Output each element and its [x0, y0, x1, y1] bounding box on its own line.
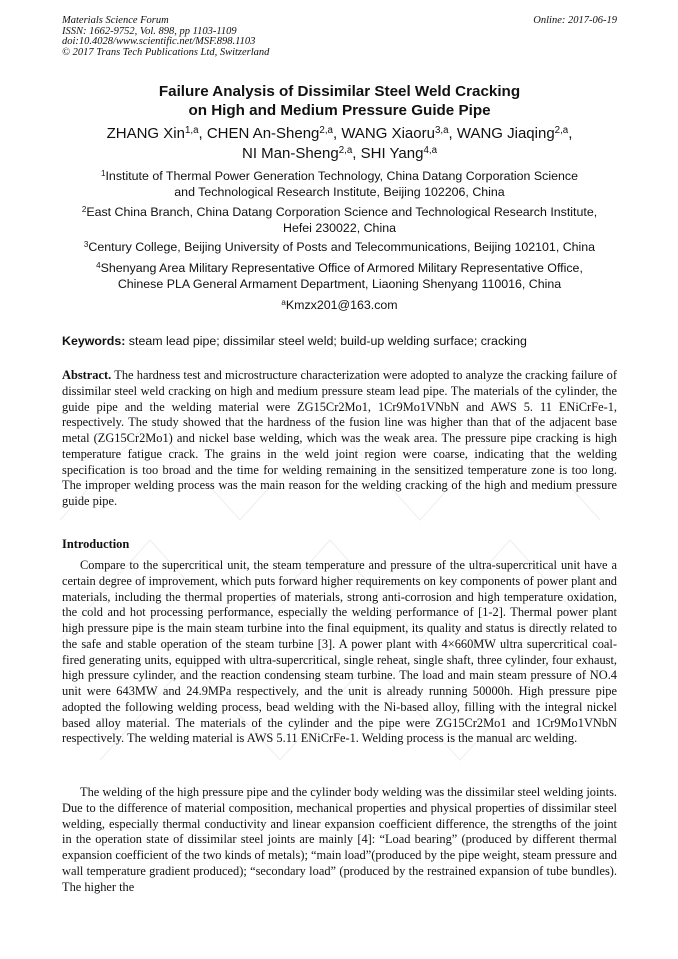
- author-name: WANG Xiaoru: [341, 125, 435, 142]
- author-list: [62, 124, 617, 164]
- journal-name: Materials Science Forum: [62, 15, 169, 26]
- author-separator: ,: [568, 125, 573, 142]
- contact-email: [62, 297, 617, 313]
- paper-title: [62, 82, 617, 120]
- author-name: NI Man-Sheng: [241, 145, 339, 162]
- email-superscript: a: [281, 297, 286, 307]
- keywords: [62, 333, 617, 349]
- author-name: ZHANG Xin: [106, 125, 185, 142]
- affiliation-2: [62, 204, 617, 236]
- author-name: WANG Jiaqing: [456, 125, 555, 142]
- author-superscript: 2,a: [338, 144, 353, 156]
- author-superscript: 3,a: [434, 124, 449, 136]
- abstract-label: Abstract.: [62, 368, 112, 382]
- author-superscript: 4,a: [423, 144, 437, 156]
- affiliation-line: Institute of Thermal Power Generation Technology, China Datang Corporation Science: [105, 169, 578, 183]
- affiliation-line: Chinese PLA General Armament Department, Liaoning Shenyang 110016, China: [117, 277, 562, 291]
- affiliation-line: Century College, Beijing University of Posts and Telecommunications, Beijing 102101, China: [88, 240, 596, 254]
- abstract-text: The hardness test and microstructure characterization were adopted to analyze the cracking failure of dissimilar steel weld cracking on high and medium pressure steam lead pipe. The materials of the cylinder, the guide pipe and the welding material were ZG15Cr2Mo1, 1Cr9Mo1VNbN and AWS 5. 11 ENiCrFe-1, respectively. The study showed that the hardness of the fusion line was higher than that of the adjacent base metal (ZG15Cr2Mo1) and nickel base welding, which was the weak area. The pressure pipe cracking is high temperature fatigue crack. The grains in the weld joint region were coarse, indicating that the welding specification is too broad and the time for welding remaining in the sensitized temperature zone is too long. The improper welding process was the main reason for the welding cracking of the high and medium pressure guide pipe.: [62, 368, 617, 508]
- keywords-label: Keywords:: [62, 334, 126, 348]
- affiliation-superscript: 4: [96, 260, 101, 270]
- journal-issn: ISSN: 1662-9752, Vol. 898, pp 1103-1109: [62, 25, 237, 37]
- author-separator: ,: [448, 125, 457, 142]
- journal-header: [62, 16, 617, 58]
- keywords-text: steam lead pipe; dissimilar steel weld; build-up welding surface; cracking: [125, 334, 527, 348]
- title-line-1: Failure Analysis of Dissimilar Steel Weld Cracking: [158, 83, 521, 100]
- journal-doi[interactable]: doi:10.4028/www.scientific.net/MSF.898.1103: [62, 36, 256, 47]
- journal-copyright: © 2017 Trans Tech Publications Ltd, Switzerland: [62, 46, 270, 58]
- author-name: CHEN An-Sheng: [206, 125, 320, 142]
- author-separator: ,: [352, 145, 361, 162]
- email-address[interactable]: Kmzx201@163.com: [285, 298, 398, 312]
- introduction-heading: Introduction: [62, 537, 130, 551]
- author-superscript: 2,a: [554, 124, 569, 136]
- author-superscript: 1,a: [184, 124, 199, 136]
- affiliation-4: [62, 260, 617, 292]
- affiliation-line: Shenyang Area Military Representative Office of Armored Military Representative Office,: [100, 261, 583, 275]
- affiliation-1: [62, 168, 617, 200]
- introduction-paragraph-1: Compare to the supercritical unit, the steam temperature and pressure of the ultra-supercritical unit have a certain degree of improvement, which puts forward higher requirements on key components of power plant and materials, including the thermal properties of materials, strong anti-corrosion and high temperature oxidation, the cold and hot processing performance, especially the welding performance of [1-2]. Thermal power plant high pressure pipe is the main steam turbine into the final equipment, its quality and status is directly related to the safe and stable operation of the steam turbine [3]. A power plant with 4×660MW ultra supercritical coal-fired generating units, equipped with ultra-supercritical, single reheat, single shaft, three cylinder, four exhaust, high pressure cylinder, and the reaction condensing steam turbine. The load and main steam pressure of NO.4 unit were 643MW and 24.9MPa respectively, and the unit is already running 50000h. High pressure pipe adopted the following welding process, bead welding with the Ni-based alloy, filling with the integral nickel based alloy material. The materials of the cylinder and the pipe were ZG15Cr2Mo1 and 1Cr9Mo1VNbN respectively. The welding material is AWS 5.11 ENiCrFe-1. Welding process is the manual arc welding.: [62, 558, 617, 746]
- author-separator: ,: [332, 125, 342, 142]
- affiliation-line: and Technological Research Institute, Beijing 102206, China: [174, 185, 505, 199]
- author-superscript: 2,a: [319, 124, 333, 136]
- author-separator: ,: [198, 125, 207, 142]
- affiliation-superscript: 2: [81, 204, 87, 214]
- affiliation-3: [62, 239, 617, 255]
- introduction-paragraph-2: The welding of the high pressure pipe and the cylinder body welding was the dissimilar steel welding joints. Due to the difference of material composition, mechanical properties and physical properties of dissimilar steel welding, especially thermal conductivity and linear expansion coefficient difference, the strengths of the joint in the operation state of dissimilar steel joints are mainly [4]: “Load bearing” (produced by different thermal expansion coefficient of the two kinds of metals); “main load”(produced by the pipe weight, steam pressure and wall temperature gradient produced); “secondary load” (produced by the restrained expansion of tube bundles). The higher the: [62, 785, 617, 894]
- online-date: Online: 2017-06-19: [533, 15, 617, 26]
- author-name: SHI Yang: [360, 145, 424, 162]
- affiliation-superscript: 1: [101, 168, 106, 178]
- affiliation-line: Hefei 230022, China: [283, 221, 396, 235]
- affiliation-superscript: 3: [83, 239, 89, 249]
- abstract: [62, 368, 617, 510]
- title-line-2: on High and Medium Pressure Guide Pipe: [188, 102, 491, 119]
- affiliation-line: East China Branch, China Datang Corporation Science and Technological Research Institute,: [86, 205, 598, 219]
